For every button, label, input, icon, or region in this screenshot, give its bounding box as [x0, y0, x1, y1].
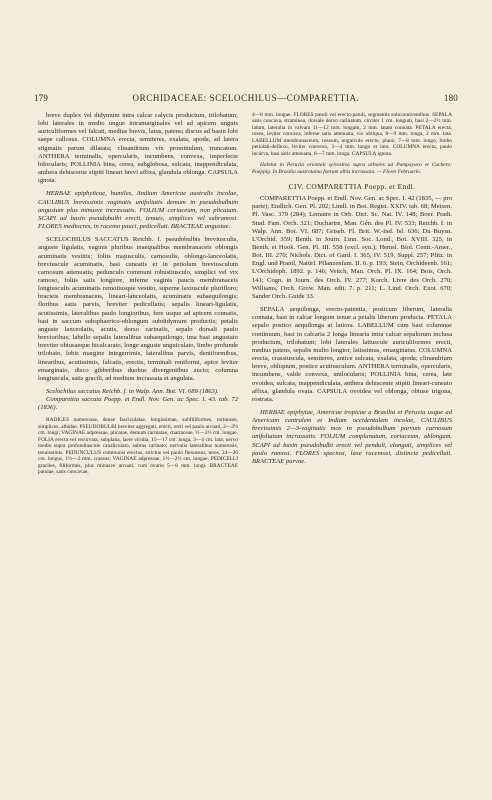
running-header — [30, 93, 462, 105]
genus-heading: CIV. COMPARETTIA Poepp. et Endl. — [288, 182, 416, 192]
paragraph-genus-description: SEPALA aequilonga, erecto-patentia, posticum liberum, lateralia connata, basi in calcar longum tenue a petalis liberum producta. PETALA sepalo postico aequilonga at latiora. LABELLUM cum basi columnae continuum, basi in calcaria 2 longa linearia intra calcar sepalorum inclusa productum, trilobatum; lobi laterales latiuscule auriculiformes erecti, medius patens, sepalis multo longior, latissimus, emarginatus. COLUMNA erecta, crassiuscula, semiteres, antice sulcata, exalata, apoda; clinandrium breve, obliquum, postice acutiusculum. ANTHERA terminalis, opercularis, incumbens, valde convexa, unilocularis; POLLINIA bina, cerea, late ovoidea, sulcata, inappendiculata, anthera dehiscente stipiti lineari-cuneato affixa, glandula ovata. CAPSULA ovoidea vel oblonga, obtuse trigona, rostrata. — [252, 306, 452, 403]
page-number-right: 180 — [443, 93, 458, 103]
left-column — [38, 112, 238, 700]
paragraph-species-description-cont: 4—8 mm. longae. FLORES patuli vel erecto-patuli, segmentis subconniventibus. SEPALA satis concava, straminea, dorsale dorso carinatum, circiter 1 cm. longum, basi 2—2½ mm. latum, lateralia in valvam 11—12 mm. longam, 2 mm. latam connata. PETALA erecta, rosea, leviter concava, inferne satis attenuata, vix obliqua, 8—9 mm. longa, 2 mm. lata. LABELLUM membranaceum, roseum, unguiculo erecto, plano, 7—8 mm. longo, limbo petiolati-deflexo, leviter convexo, 3—4 mm. longo et lato. COLUMNA erecta, paulo incurva, basi satis attenuata, 6—7 mm. longa. CAPSULA ignota. — [252, 112, 452, 157]
paragraph-genus-description-end: breve duplex vel didymum intra calcar calycis productum, trilobatum; lobi laterales in medio unguе intramarginales vel ad apicem unguis auriculiformes vel falcati, medius brevis, latus, patens; discus ad basin lobi saepe callosus. COLUMNA erecta, semiteres, exalata, apoda, ad latera stigmatis parum dilatata; clinandrium vix prominulum, truncatum. ANTHERA terminalis, opercularis, incumbens, convexa, imperfecte bilocularis; POLLINIA bina, cerea, subglobosa, sulcata, inappendiculata, anthera dehiscente stipiti lineari brevi affixa, glandula oblonga. CAPSULA ignota. — [38, 112, 238, 185]
paragraph-species-diagnosis: SCELOCHILUS SACCATUS Reichb. f. pseudobulbis breviusculis, anguste ligulatis, vaginis pluribus inaequalibus membranaceis oblongis acuminatis vestitis; foliis majusculis, carnosulis, oblongo-lanceolatis, breviuscule acuminatis, basi cuneatis et in petiolum breviusculum carnosum attenuatis; pedunculo communi robustiusculo, simplici vel vix ramoso, foliis satis longiore, inferne vaginis paucis membranaceis longiusculis acuminatis remotiusque vestito, superne laxiuscule pluriflоro; bracteis membranaceis, lineari-lanceolatis, acuminatis subaequilongis; floribus satis parvis, breviter pedicellatis; sepalis lineari-ligulatis, acutissimis, lateralibus paulo longioribus, fere usque ad apicem connatis, basi in saccum subsphaerico-oblongum subdidymum productis; petalis anguste lanceolatis, acutis, dorso carinatis, sepalo dorsali paulo brevioribus; labello sepalis lateralibus subaequilongo, ima basi angustato breviter obtusaeque bicalcarato, longe anguste unguiculato, limbo profunde trilobato, lobis margine integerrimis, lateralibus parvis, dentiformibus, linearibus, acutissimis, falcatis, erectis, terminali reniformi, apice leviter emarginato, disco gibberibus duobus divergentibus aucto; columna longiuscula, satis gracili, ad medium incrassata et angulata. — [38, 236, 238, 382]
page-number-left: 179 — [34, 93, 49, 103]
citation-poeppig: Comparettia saccata Poepp. et Endl. Nov. Gen. ac Spec. I. 43. tab. 72 (1836). — [38, 396, 238, 412]
citation-reichenbach: Scelochilus saccatus Reichb. f. in Walp. Ann. Bot. VI. 689 (1863). — [46, 388, 219, 395]
running-title: ORCHIDACEAE: SCELOCHILUS—COMPARETTIA. — [132, 93, 360, 103]
paragraph-habit: HERBAE epiphyticae, humiles, Andium Americae australis incolae, CAULIBUS brevissimis vaginatis unifoliatis demum in pseudobulbum angustum plus minusve incrassatis. FOLIUM coriaceum, non plicatum. SCAPI ad basin pseudobulbi erecti, tenues, simplices vel subramosi. FLORES mediocres, in racemo pauci, pedicellati. BRACTEAE angustae. — [38, 190, 238, 231]
paragraph-species-description: RADICES numerosae, dense fasciculatae, longissimae, subfiliformes, tortuosae, simplices, albidae. PSEUDOBULBI breviter aggregati, erecti, recti vel paulo arcuati, 2—2½ cm. longi; VAGINAE adpressae, plicatae, demum carinatae, chartaceae, ½—2½ cm. longae. FOLIA erecta vel recurvata, subplana, laete viridia, 15—17 cm. longa, 3—4 cm. lata; nervo medio supra profundiuscule canaliculato, subtus carinato; nervulis lateralibus numerosis, tenuissimis. PEDUNCULUS communis erectus, strictus vel paulo flexuosus, teres, 24—26 cm. longus, 1½—2 mm. crassus; VAGINAE adpressae, 1½—2½ cm. longae. PEDICELLI graciles, filiformes, plus minusve arcuati, cum ovario 5—8 mm. longi. BRACTEAE patulae, satis concavae, — [38, 417, 238, 476]
paragraph-genus-synonymy: COMPARETTIA Poepp. et Endl. Nov. Gen. ac Spec. I. 42 (1835, — pro parte); Endlich. Gen. Pl. 202; Lindl. in Bot. Regist. XXIV. tab. 68; Meisen. Pl. Vasc. 379 (284); Lemaire in Orb. Dict. Sc. Nat. IV. 148; Boer. Pradt. Stud. Fam. Orch. 321; Duchartre, Man. Gén. des Pl. IV. 533; Reichb. f. in Walp. Ann. Bot. VI. 687; Griseb. Fl. Brit. W.-Ind. Isl. 636; Du Buysn. L'Orchid. 359; Benth. in Journ. Linn. Soc. Lond., Bot. XVIII. 325, in Benth. et Hook. Gen. Pl. III. 558 (excl. syn.); Hemsl. Biol. Centr.-Amer., Bot. III. 270; Nichols. Dict. of Gard. I. 365, IV. 519, Suppl. 257; Pfitz. in Engl. und Prantl, Natürl. Pflanzenfam. II. 6. p. 193; Stein, Orchideenb. 161; L'Orchidoph. 1892. p. 146; Veitch, Man. Orch. Pl. IX. 164; Bois, Orch. 141; Cogn. in Journ. des Orch. IV. 277; Korch. Livre des Orch. 270; Williams, Orch. Grow. Man. edit. 7. p. 211; L. Lind. Orch. Exot. 670; Sander Orch. Guide 33. — [252, 195, 452, 300]
right-column — [252, 112, 452, 700]
paragraph-habitat: Habitat in Peruvia orientali sylvestiva supra arbores ad Pampayaco et Cuchero: Poeppig. In Brasilia austrotaina foerum albis incrussata. — Floret Februario. — [252, 162, 452, 175]
paragraph-genus-habit: HERBAE epiphytae, Americae tropicae a Brasilia et Peruvia usque ad Americam centralem et Indiam occidentalem incolae, CAULIBUS brevissimis 2—3-vaginatis mox in pseudobulbum parvum carnosum unifoliatum incrassatis. FOLIUM complanatum, coriaceum, oblongum. SCAPI ad basin pseudobulbi erecti vel penduli, elongati, simplices vel paulo ramosi. FLORES speciosi, laxe racemosi, distincte pedicellati. BRACTEAE parvae. — [252, 408, 452, 465]
